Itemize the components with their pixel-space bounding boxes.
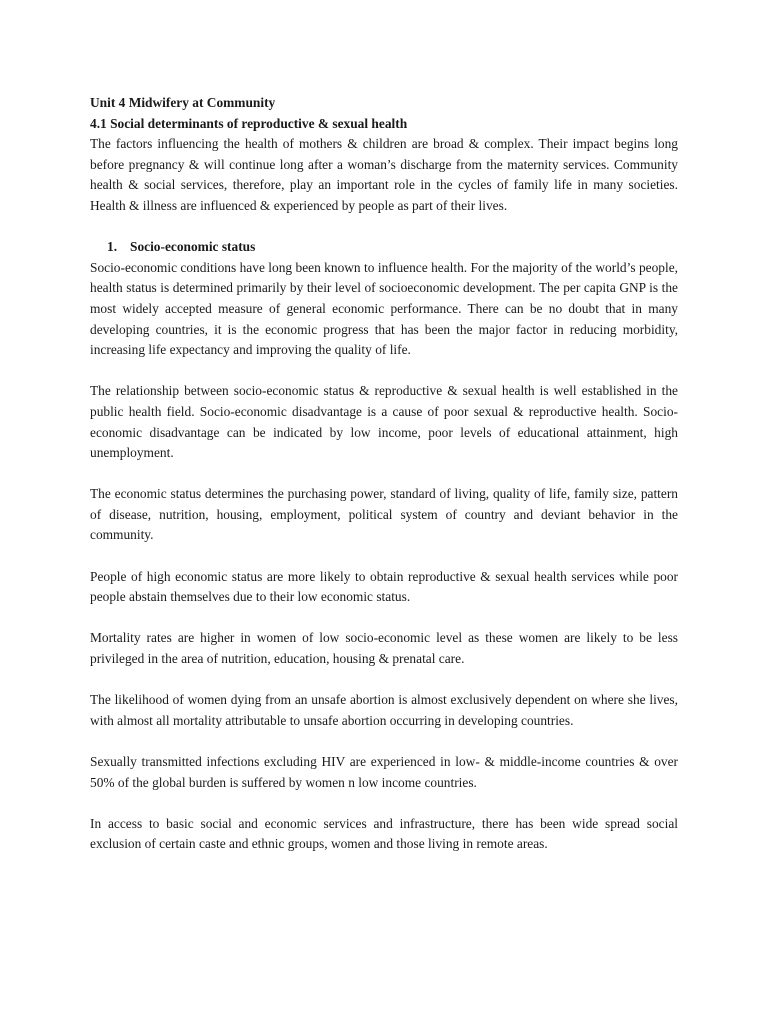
body-paragraph: Mortality rates are higher in women of low socio-economic level as these women are likely to be less privileged in the area of nutrition, education, housing & prenatal care. xyxy=(90,630,678,667)
spacer xyxy=(90,731,678,752)
body-paragraph: Sexually transmitted infections excluding HIV are experienced in low- & middle-income countries & over 50% of the global burden is suffered by women n low income countries. xyxy=(90,754,678,790)
list-item-title: Socio-economic status xyxy=(130,239,256,255)
spacer xyxy=(90,217,678,238)
spacer xyxy=(90,793,678,814)
unit-title: Unit 4 Midwifery at Community xyxy=(90,95,276,110)
body-paragraph: The relationship between socio-economic status & reproductive & sexual health is well established in the public health field. Socio-economic disadvantage is a cause of poor sexual & reproductive health. Socio-economic disadvantage can be indicated by low income, poor levels of educational attainment, high unemployment. xyxy=(90,383,678,461)
spacer xyxy=(90,361,678,382)
intro-paragraph: The factors influencing the health of mothers & children are broad & complex. Their impact begins long before pregnancy & will continue long after a woman’s discharge from the maternity services. Community health & social services, therefore, play an important role in the cycles of family life in many societies. Health & illness are influenced & experienced by people as part of their lives. xyxy=(90,136,678,213)
section-title: 4.1 Social determinants of reproductive & sexual health xyxy=(90,115,408,131)
list-item-number: 1. xyxy=(107,239,118,255)
body-paragraph: The likelihood of women dying from an unsafe abortion is almost exclusively dependent on where she lives, with almost all mortality attributable to unsafe abortion occurring in developing countries. xyxy=(90,692,678,728)
spacer xyxy=(90,670,678,691)
document-page xyxy=(90,93,678,855)
list-item-heading xyxy=(90,237,678,258)
body-paragraph: People of high economic status are more likely to obtain reproductive & sexual health services while poor people abstain themselves due to their low economic status. xyxy=(90,568,678,605)
spacer xyxy=(90,546,678,567)
spacer xyxy=(90,464,678,485)
spacer xyxy=(90,608,678,629)
body-paragraph: Socio-economic conditions have long been known to influence health. For the majority of the world’s people, health status is determined primarily by their level of socioeconomic development. The per capita GNP is the most widely accepted measure of general economic performance. There can be no doubt that in many developing countries, it is the economic progress that has been the major factor in reducing morbidity, increasing life expectancy and improving the quality of life. xyxy=(90,259,678,358)
body-paragraph: In access to basic social and economic services and infrastructure, there has been wide spread social exclusion of certain caste and ethnic groups, women and those living in remote areas. xyxy=(90,815,678,852)
body-paragraph: The economic status determines the purchasing power, standard of living, quality of life, family size, pattern of disease, nutrition, housing, employment, political system of country and deviant behavior in the community. xyxy=(90,486,678,543)
